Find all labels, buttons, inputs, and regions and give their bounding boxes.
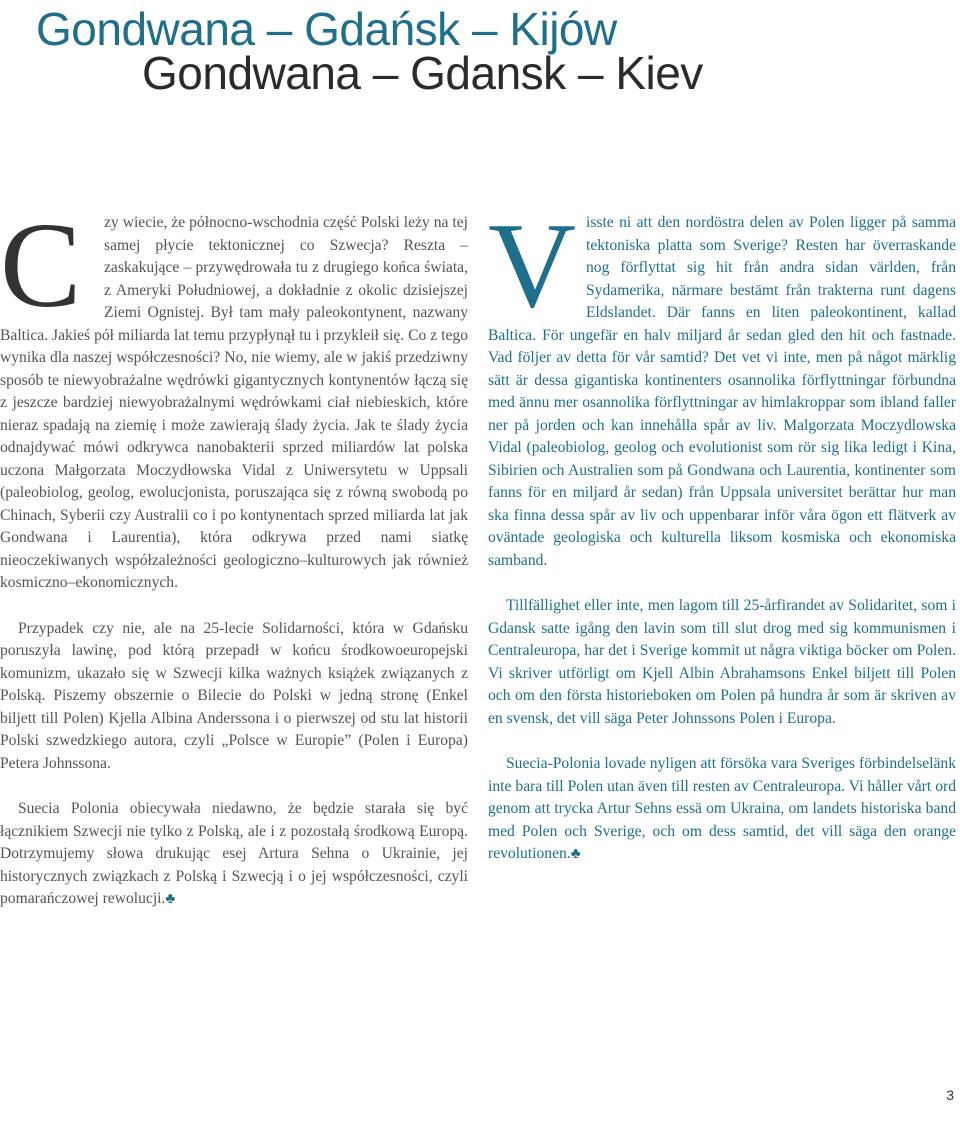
page-number: 3 <box>946 1087 954 1103</box>
clover-end-icon: ♣ <box>570 846 581 862</box>
polish-paragraph-1-text: zy wiecie, że północno-wschodnia część Polski leży na tej samej płycie tektonicznej co Szwecja? Reszta – zaskakujące – przywędrowała tu z drugiego końca świata, z Ameryki Południowej, a dokładnie z okolic dzisiejszej Ziemi Ognistej. Był tam mały paleokontynent, nazwany Baltica. Jakieś pół miliarda lat temu przypłynął tu i przykleił się. Co z tego wynika dla naszej współczesności? No, nie wiemy, ale w jakiś przedziwny sposób te niewyobrażalne wędrówki gigantycznych kontynentów łączą się z jeszcze bardziej niewyobrażalnymi wędrówkami ciał niebieskich, które nieraz spadają na ziemię i może zawierają ślady życia. Jak te ślady życia odnajdywać mówi odkrywca nanobakterii sprzed miliardów lat polska uczona Małgorzata Moczydłowska Vidal z Uniwersytetu w Uppsali (paleobiolog, geolog, ewolucjonista, poruszająca się z równą swobodą po Chinach, Syberii czy Australii co i po kontynentach sprzed miliarda lat jak Gondwana i Laurentia), która odkrywa przed nami siatkę nieoczekiwanych współzależności geologiczno–kulturowych jak również kosmiczno–ekonomicznych. <box>0 214 468 591</box>
polish-paragraph-3-text: Suecia Polonia obiecywała niedawno, że będzie starała się być łącznikiem Szwecji nie tylko z Polską, ale i z pozostałą środkową Europą. Dotrzymujemy słowa drukując esej Artura Sehna o Ukrainie, jej historycznych związkach z Polską i Szwecją i o jej współczesności, czyli pomarańczowej rewolucji. <box>0 800 468 907</box>
title-english: Gondwana – Gdansk – Kiev <box>142 47 703 99</box>
polish-column <box>0 198 468 911</box>
swedish-paragraph-1-text: isste ni att den nordöstra delen av Polen ligger på samma tektoniska platta som Sverige? Resten har överraskande nog förflyttat sig hit från andra sidan världen, från Sydamerika, närmare bestämt från trakterna runt dagens Eldslandet. Där fanns en liten paleokontinent, kallad Baltica. För ungefär en halv miljard år sedan gled den hit och fastnade. Vad följer av detta för vår samtid? Det vet vi inte, men på något märklig sätt är dessa gigantiska kontinenters osannolika förflyttningar förbundna med ännu mer osannolika förflyttningar av himlakroppar som ibland faller ner på jorden och kan innehålla spår av liv. Malgorzata Moczydlowska Vidal (paleobiolog, geolog och evolutionist som rör sig lika ledigt i Kina, Sibirien och Australien som på Gondwana och Laurentia, kontinenter som fanns för en miljard år sedan) från Uppsala universitet berättar hur man ska finna dessa spår av liv och uppenbarar inför våra ögon ett flätverk av oväntade geologiska och kulturella liksom kosmiska och ekonomiska samband. <box>488 214 956 569</box>
polish-paragraph-3 <box>0 798 468 911</box>
title-polish: Gondwana – Gdańsk – Kijów <box>36 3 617 55</box>
swedish-paragraph-1 <box>488 198 956 572</box>
polish-paragraph-1 <box>0 198 468 595</box>
swedish-dropcap: V <box>488 198 577 333</box>
polish-dropcap: C <box>0 198 82 333</box>
swedish-paragraph-3 <box>488 753 956 866</box>
swedish-paragraph-3-text: Suecia-Polonia lovade nyligen att försöka vara Sveriges förbindelselänk inte bara till Polen utan även till resten av Centraleuropa. Vi håller vårt ord genom att trycka Artur Sehns essä om Ukraina, om landets historiska band med Polen och Sverige, och om dess samtid, det vill säga den orange revolutionen. <box>488 755 956 862</box>
swedish-paragraph-2: Tillfällighet eller inte, men lagom till 25-årfirandet av Solidaritet, som i Gdansk satte igång den lavin som till slut drog med sig kommunismen i Centraleuropa, har det i Sverige kommit ut några viktiga böcker om Polen. Vi skriver utförligt om Kjell Albin Abrahamsons Enkel biljett till Polen och om den första historieboken om Polen på hundra år som är skriven av en svensk, det vill säga Peter Johnssons Polen i Europa. <box>488 597 956 727</box>
swedish-column <box>488 198 956 866</box>
polish-paragraph-2: Przypadek czy nie, ale na 25-lecie Solidarności, która w Gdańsku poruszyła lawinę, pod którą przepadł w końcu środkowoeuropejski komunizm, ukazało się w Szwecji kilka ważnych książek związanych z Polską. Piszemy obszernie o Bilecie do Polski w jedną stronę (Enkel biljett till Polen) Kjella Albina Anderssona i o pierwszej od stu lat historii Polski szwedzkiego autora, czyli „Polsce w Europie” (Polen i Europa) Petera Johnssona. <box>0 619 468 772</box>
clover-end-icon: ♣ <box>165 891 176 907</box>
